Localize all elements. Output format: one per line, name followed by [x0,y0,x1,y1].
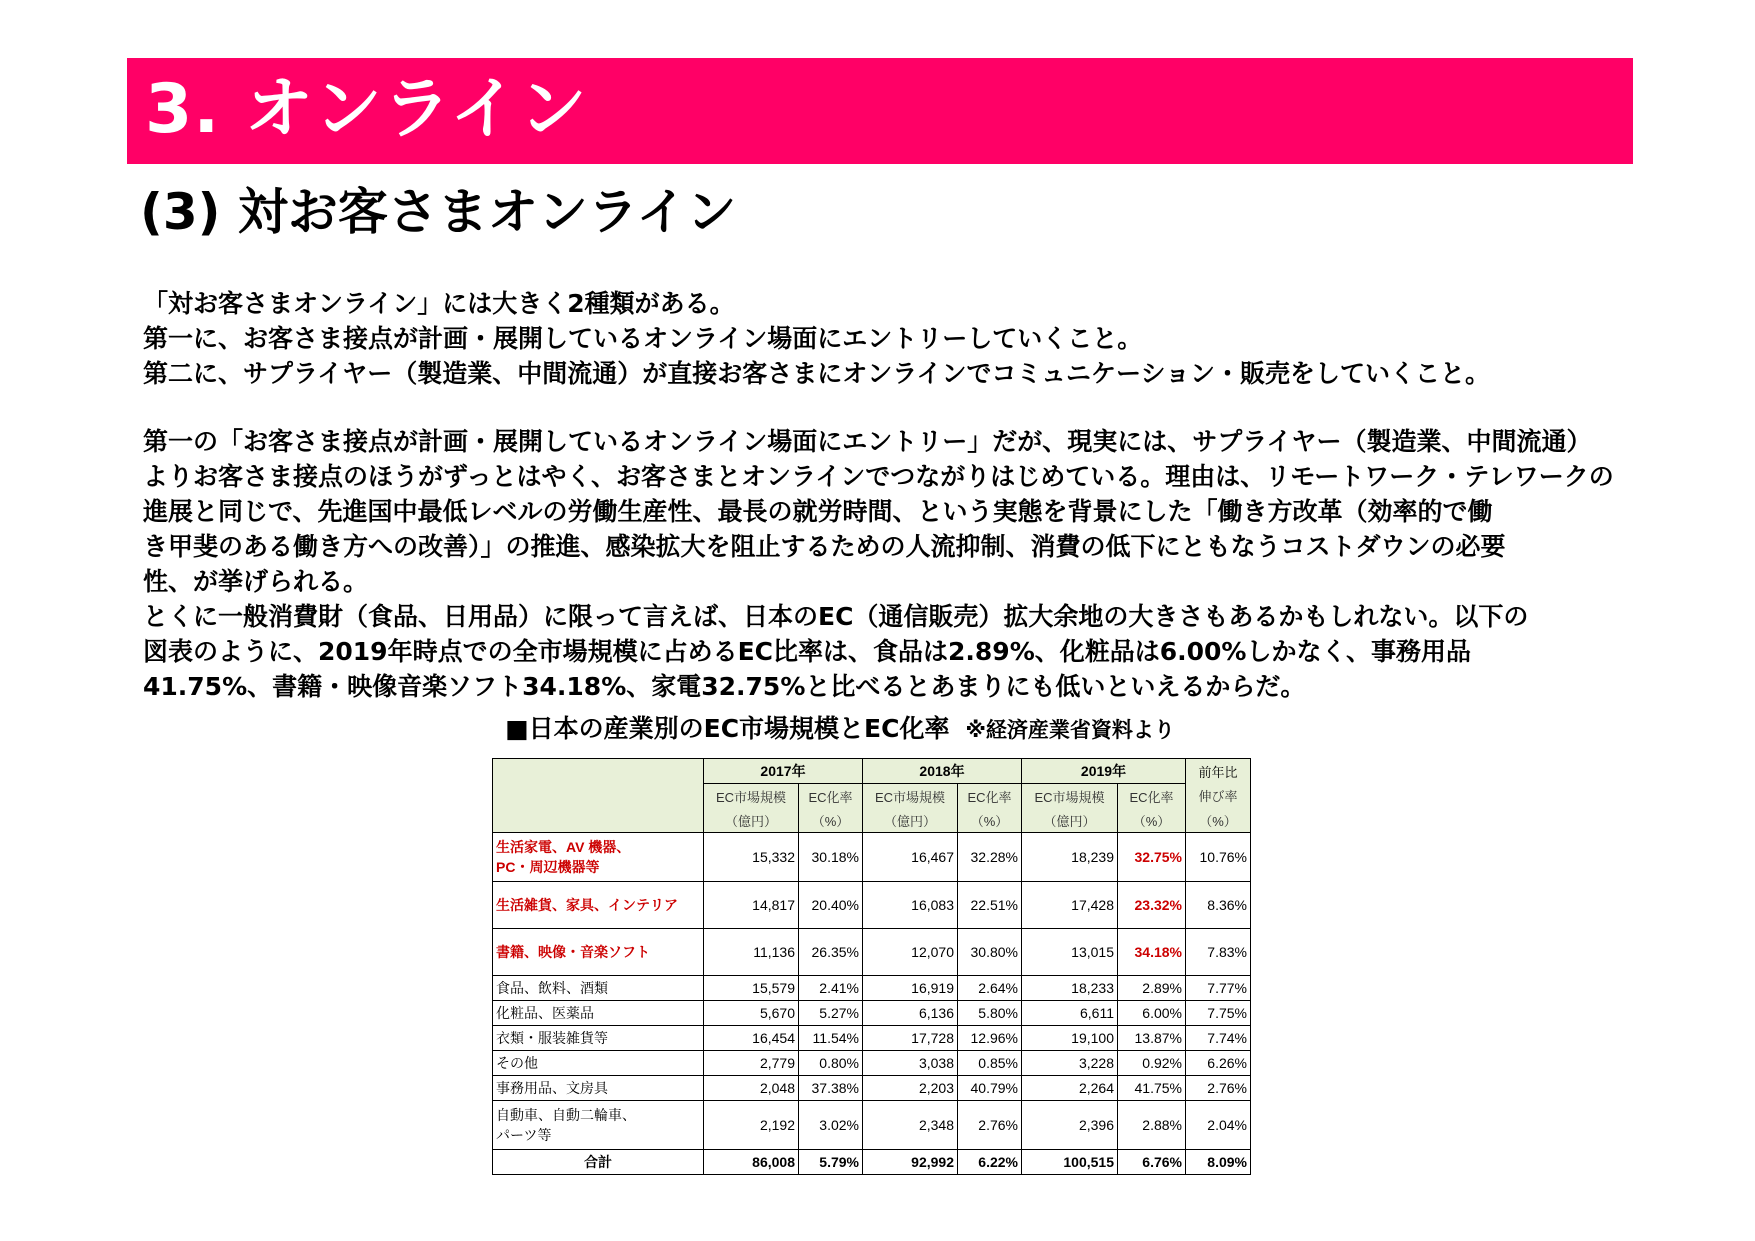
total-label: 合計 [493,1150,704,1175]
year-header-2017: 2017年 [704,759,863,784]
table-title: ■日本の産業別のEC市場規模とEC化率 [505,714,950,743]
cell-rate-2019: 41.75% [1118,1076,1186,1101]
cell-rate-2019: 0.92% [1118,1051,1186,1076]
cell-rate-2019: 34.18% [1118,929,1186,976]
col-rate-unit: （%） [958,808,1022,833]
cell-market-2017: 5,670 [704,1001,799,1026]
text-line: とくに一般消費財（食品、日用品）に限って言えば、日本のEC（通信販売）拡大余地の大きさもあるかもしれない。以下の [143,602,1529,631]
cell-rate-2017: 5.27% [799,1001,863,1026]
cell-rate-2017: 2.41% [799,976,863,1001]
text-line: よりお客さま接点のほうがずっとはやく、お客さまとオンラインでつながりはじめている。理由は、リモートワーク・テレワークの [143,462,1614,491]
col-rate-header: EC化率 [958,784,1022,809]
total-yoy-growth: 8.09% [1186,1150,1251,1175]
category-label-line: 書籍、映像・音楽ソフト [496,944,650,960]
col-market-header: EC市場規模 [704,784,799,809]
category-label-line: 事務用品、文房具 [496,1080,608,1096]
category-label [493,976,704,1001]
col-rate-header: EC化率 [1118,784,1186,809]
table-caption [505,712,1175,747]
cell-market-2017: 16,454 [704,1026,799,1051]
cell-yoy-growth: 8.36% [1186,882,1251,929]
text-line: 第二に、サプライヤー（製造業、中間流通）が直接お客さまにオンラインでコミュニケーション・販売をしていくこと。 [143,359,1491,388]
intro-paragraph [143,286,1490,391]
table-row [493,1026,1251,1051]
section-title: 3. オンライン [145,70,588,149]
cell-yoy-growth: 6.26% [1186,1051,1251,1076]
cell-market-2017: 15,332 [704,833,799,882]
total-market-2019: 100,515 [1022,1150,1118,1175]
table-row [493,929,1251,976]
cell-market-2018: 2,203 [863,1076,958,1101]
cell-rate-2018: 2.76% [958,1101,1022,1150]
cell-market-2019: 13,015 [1022,929,1118,976]
ec-market-table [492,758,1251,1175]
cell-market-2019: 6,611 [1022,1001,1118,1026]
cell-market-2018: 16,467 [863,833,958,882]
category-label-line: 化粧品、医薬品 [496,1005,594,1021]
category-label [493,1026,704,1051]
body-paragraph [143,424,1614,704]
category-label [493,1001,704,1026]
category-label-line: 衣類・服装雑貨等 [496,1030,608,1046]
cell-rate-2019: 13.87% [1118,1026,1186,1051]
total-rate-2018: 6.22% [958,1150,1022,1175]
text-line: 「対お客さまオンライン」には大きく2種類がある。 [143,289,735,318]
table-row [493,1001,1251,1026]
cell-market-2019: 2,264 [1022,1076,1118,1101]
cell-market-2019: 17,428 [1022,882,1118,929]
category-label-line: その他 [496,1055,538,1071]
cell-yoy-growth: 7.74% [1186,1026,1251,1051]
cell-rate-2018: 12.96% [958,1026,1022,1051]
cell-rate-2018: 22.51% [958,882,1022,929]
cell-yoy-growth: 10.76% [1186,833,1251,882]
cell-market-2019: 19,100 [1022,1026,1118,1051]
total-market-2017: 86,008 [704,1150,799,1175]
cell-rate-2017: 30.18% [799,833,863,882]
cell-yoy-growth: 7.75% [1186,1001,1251,1026]
cell-rate-2017: 20.40% [799,882,863,929]
cell-rate-2019: 32.75% [1118,833,1186,882]
text-line: 進展と同じで、先進国中最低レベルの労働生産性、最長の就労時間、という実態を背景にした「働き方改革（効率的で働 [143,497,1493,526]
text-line: 第一に、お客さま接点が計画・展開しているオンライン場面にエントリーしていくこと。 [143,324,1143,353]
cell-rate-2018: 30.80% [958,929,1022,976]
cell-market-2017: 2,779 [704,1051,799,1076]
header-blank-cell [493,759,704,833]
cell-yoy-growth: 2.04% [1186,1101,1251,1150]
table-total-row [493,1150,1251,1175]
cell-market-2018: 16,083 [863,882,958,929]
cell-rate-2018: 0.85% [958,1051,1022,1076]
cell-rate-2019: 23.32% [1118,882,1186,929]
col-market-unit: （億円） [704,808,799,833]
total-rate-2017: 5.79% [799,1150,863,1175]
category-label [493,833,704,882]
category-label-line: 生活家電、AV 機器、 [496,839,631,855]
category-label-line: 生活雑貨、家具、インテリア [496,897,678,913]
category-label [493,929,704,976]
category-label [493,1051,704,1076]
col-rate-header: EC化率 [799,784,863,809]
cell-rate-2019: 2.89% [1118,976,1186,1001]
section-banner [127,58,1633,164]
cell-market-2017: 2,192 [704,1101,799,1150]
col-market-header: EC市場規模 [1022,784,1118,809]
cell-rate-2017: 3.02% [799,1101,863,1150]
table-row [493,1051,1251,1076]
cell-yoy-growth: 2.76% [1186,1076,1251,1101]
cell-market-2018: 16,919 [863,976,958,1001]
cell-rate-2017: 26.35% [799,929,863,976]
cell-market-2019: 18,233 [1022,976,1118,1001]
yoy-header: 伸び率 [1186,784,1251,809]
col-market-header: EC市場規模 [863,784,958,809]
cell-rate-2018: 2.64% [958,976,1022,1001]
cell-rate-2018: 40.79% [958,1076,1022,1101]
yoy-header: 前年比 [1186,759,1251,784]
col-rate-unit: （%） [1118,808,1186,833]
year-header-2019: 2019年 [1022,759,1186,784]
category-label-line: 食品、飲料、酒類 [496,980,608,996]
col-market-unit: （億円） [863,808,958,833]
cell-rate-2017: 11.54% [799,1026,863,1051]
category-label-line: 自動車、自動二輪車、 [496,1107,636,1123]
page-subtitle: (3) 対お客さまオンライン [140,183,737,241]
category-label [493,1076,704,1101]
text-line: 図表のように、2019年時点での全市場規模に占めるEC比率は、食品は2.89%、化粧品は6.00%しかなく、事務用品 [143,637,1471,666]
text-line: 41.75%、書籍・映像音楽ソフト34.18%、家電32.75%と比べるとあまりにも低いといえるからだ。 [143,672,1306,701]
cell-rate-2019: 2.88% [1118,1101,1186,1150]
category-label [493,1101,704,1150]
table-row [493,833,1251,882]
category-label-line: パーツ等 [496,1127,552,1143]
cell-market-2017: 15,579 [704,976,799,1001]
total-rate-2019: 6.76% [1118,1150,1186,1175]
text-line: 性、が挙げられる。 [143,567,369,596]
text-line: き甲斐のある働き方への改善）」の推進、感染拡大を阻止するための人流抑制、消費の低下にともなうコストダウンの必要 [143,532,1506,561]
header-row-years [493,759,1251,784]
year-header-2018: 2018年 [863,759,1022,784]
cell-market-2019: 18,239 [1022,833,1118,882]
table-row [493,976,1251,1001]
cell-market-2017: 11,136 [704,929,799,976]
cell-market-2017: 14,817 [704,882,799,929]
cell-market-2018: 6,136 [863,1001,958,1026]
cell-market-2018: 3,038 [863,1051,958,1076]
table-row [493,1101,1251,1150]
cell-market-2019: 2,396 [1022,1101,1118,1150]
cell-rate-2017: 0.80% [799,1051,863,1076]
table-source-note: ※経済産業省資料より [965,718,1175,742]
cell-yoy-growth: 7.77% [1186,976,1251,1001]
total-market-2018: 92,992 [863,1150,958,1175]
cell-yoy-growth: 7.83% [1186,929,1251,976]
yoy-unit: （%） [1186,808,1251,833]
cell-market-2018: 2,348 [863,1101,958,1150]
col-rate-unit: （%） [799,808,863,833]
cell-rate-2018: 32.28% [958,833,1022,882]
text-line: 第一の「お客さま接点が計画・展開しているオンライン場面にエントリー」だが、現実には、サプライヤー（製造業、中間流通） [143,427,1592,456]
cell-rate-2017: 37.38% [799,1076,863,1101]
category-label-line: PC・周辺機器等 [496,859,600,875]
category-label [493,882,704,929]
cell-market-2017: 2,048 [704,1076,799,1101]
cell-market-2018: 17,728 [863,1026,958,1051]
cell-market-2018: 12,070 [863,929,958,976]
table-row [493,1076,1251,1101]
col-market-unit: （億円） [1022,808,1118,833]
cell-rate-2019: 6.00% [1118,1001,1186,1026]
cell-rate-2018: 5.80% [958,1001,1022,1026]
cell-market-2019: 3,228 [1022,1051,1118,1076]
table-row [493,882,1251,929]
